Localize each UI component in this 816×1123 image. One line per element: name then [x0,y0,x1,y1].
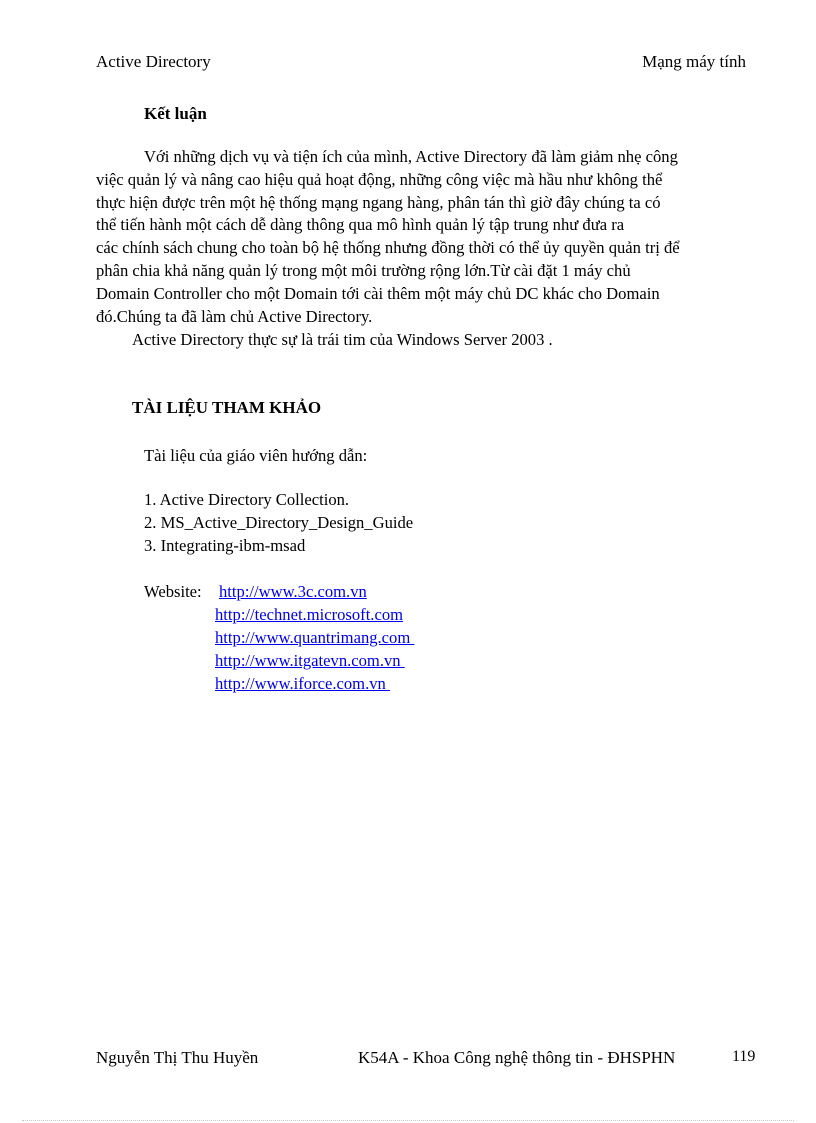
website-link[interactable]: http://www.quantrimang.com [215,628,415,647]
page-header [96,52,748,76]
paragraph-line: thể tiến hành một cách dễ dàng thông qua mô hình quản lý tập trung như đưa ra [96,215,625,235]
header-right-title: Mạng máy tính [642,52,746,71]
references-list [144,488,413,557]
paragraph-line: Với những dịch vụ và tiện ích của mình, Active Directory đã làm giảm nhẹ công [144,147,678,166]
closing-line: Active Directory thực sự là trái tim của Windows Server 2003 . [132,330,553,349]
reference-item: 1. Active Directory Collection. [144,490,350,509]
closing-paragraph [132,329,752,352]
references-intro: Tài liệu của giáo viên hướng dẫn: [144,446,368,465]
reference-item: 3. Integrating-ibm-msad [144,536,306,555]
page-footer [96,1048,760,1074]
paragraph-line: các chính sách chung cho toàn bộ hệ thống nhưng đồng thời có thể ủy quyền quản trị để [96,238,680,258]
conclusion-paragraph [96,146,756,328]
paragraph-line: phân chia khả năng quản lý trong một môi trường rộng lớn.Từ cài đặt 1 máy chủ [96,260,631,280]
reference-item: 2. MS_Active_Directory_Design_Guide [144,513,414,532]
page-bottom-divider [22,1120,794,1121]
website-link[interactable]: http://technet.microsoft.com [215,605,404,624]
paragraph-line: việc quản lý và nâng cao hiệu quả hoạt động, những công việc mà hầu như không thể [96,169,663,189]
header-left-title: Active Directory [96,52,211,71]
references-heading: TÀI LIỆU THAM KHẢO [132,398,322,417]
page-number: 119 [732,1048,756,1065]
paragraph-line: Domain Controller cho một Domain tới cài thêm một máy chủ DC khác cho Domain [96,283,660,303]
website-links [215,580,515,695]
website-link[interactable]: http://www.itgatevn.com.vn [215,651,405,670]
website-link[interactable]: http://www.iforce.com.vn [215,674,390,693]
conclusion-heading: Kết luận [144,104,207,123]
website-link[interactable]: http://www.3c.com.vn [219,582,367,601]
footer-author: Nguyễn Thị Thu Huyền [96,1048,259,1067]
paragraph-line: thực hiện được trên một hệ thống mạng ngang hàng, phân tán thì giờ đây chúng ta có [96,192,661,212]
website-label: Website: [144,582,202,601]
paragraph-line: đó.Chúng ta đã làm chủ Active Directory. [96,306,373,326]
footer-department: K54A - Khoa Công nghệ thông tin - ĐHSPHN [358,1048,676,1067]
